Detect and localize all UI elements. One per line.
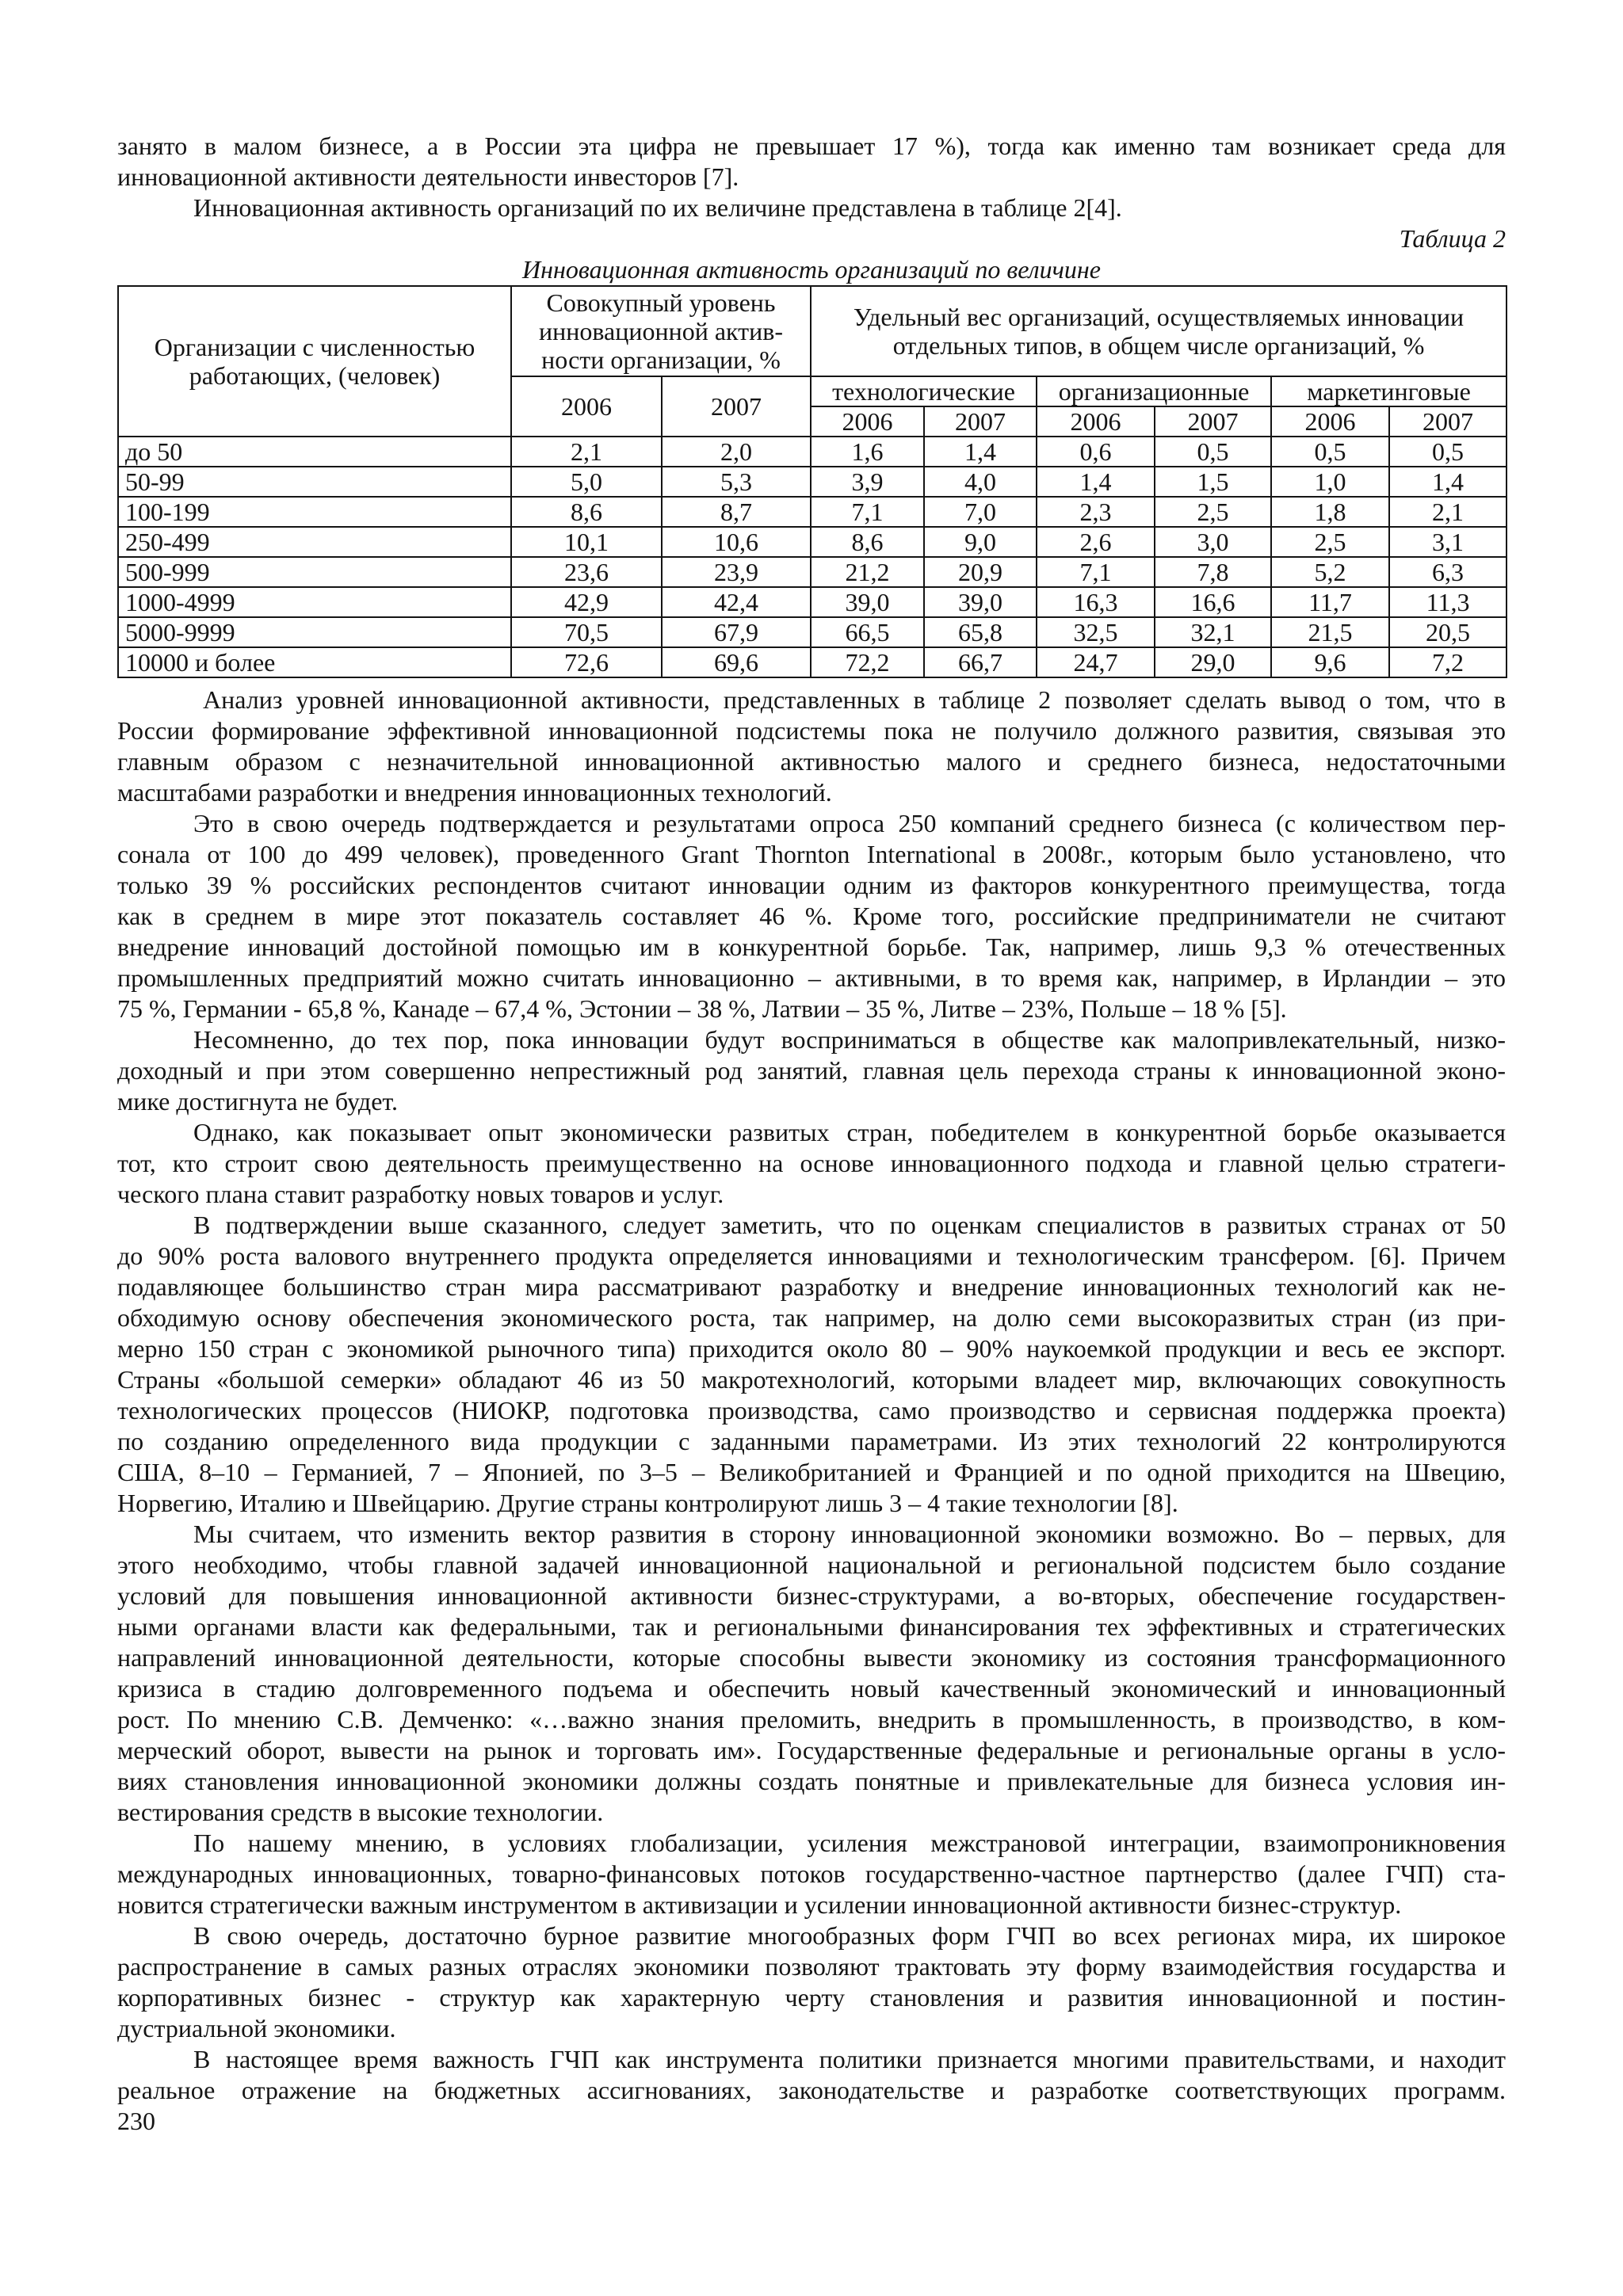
table-row [118,527,1507,557]
table-cell: 2,5 [1155,497,1271,527]
table-cell: 0,5 [1389,437,1507,467]
text-line: рост. По мнению С.В. Демченко: «…важно знания преломить, внедрить в промышленность, в производство, в ком- [117,1705,1506,1733]
table-cell: 20,9 [924,557,1037,587]
table-cell: 32,5 [1037,617,1155,647]
row-label: до 50 [118,437,511,467]
header-line: Организации с численностью [154,333,475,361]
table-cell: 4,0 [924,467,1037,497]
table-label: Таблица 2 [1399,224,1506,253]
table-cell: 32,1 [1155,617,1271,647]
paragraph [117,1210,1506,1519]
text-line: тот, кто строит свою деятельность преимущественно на основе инновационного подхода и главной целью стратеги- [117,1149,1506,1177]
paragraph [117,1828,1506,1920]
text-line: мерно 150 стран с экономикой рыночного типа) приходится около 80 – 90% наукоемкой продукции и весь ее экспорт. [117,1334,1506,1363]
header-line: Удельный вес организаций, осуществляемых инновации [853,303,1465,331]
year-header: 2007 [1389,406,1507,437]
text-line: ными органами власти как федеральными, так и региональными финансирования тех эффективных и стратегических [117,1612,1506,1641]
text-line: доходный и при этом совершенно непрестижный род занятий, главная цель перехода страны к инновационной эконо- [117,1056,1506,1085]
header-line: Совокупный уровень [546,288,776,317]
text-line: как в среднем в мире этот показатель составляет 46 %. Кроме того, российские предприниматели не считают [117,902,1506,930]
year-header: 2006 [1037,406,1155,437]
table-cell: 9,0 [924,527,1037,557]
table-cell: 29,0 [1155,647,1271,677]
text-line: по созданию определенного вида продукции с заданными параметрами. Из этих технологий 22 контролируются [117,1427,1506,1455]
table-row [118,467,1507,497]
table-cell: 23,6 [511,557,662,587]
text-line: вестирования средств в высокие технологии. [117,1798,604,1826]
row-label: 10000 и более [118,647,511,677]
type-header-technological: технологические [811,376,1037,406]
table-cell: 72,2 [811,647,924,677]
text-line: Однако, как показывает опыт экономически развитых стран, победителем в конкурентной борьбе оказывается [193,1118,1506,1146]
text-line: Норвегию, Италию и Швейцарию. Другие страны контролируют лишь 3 – 4 такие технологии [8]. [117,1489,1178,1517]
header-line: отдельных типов, в общем числе организаций, % [892,331,1425,360]
table-cell: 1,6 [811,437,924,467]
text-line: направлений инновационной деятельности, которые способны вывести экономику из состояния трансформационного [117,1643,1506,1672]
table-cell: 3,0 [1155,527,1271,557]
text-line: Страны «большой семерки» обладают 46 из 50 макротехнологий, которыми владеет мир, включающих совокупность [117,1365,1506,1394]
table-cell: 21,2 [811,557,924,587]
table-cell: 2,6 [1037,527,1155,557]
table-cell: 2,5 [1271,527,1389,557]
table-cell: 1,0 [1271,467,1389,497]
table-cell: 42,4 [662,587,811,617]
table-cell: 0,6 [1037,437,1155,467]
text-line: инновационной активности деятельности инвесторов [7]. [117,162,739,191]
table-cell: 42,9 [511,587,662,617]
table-cell: 7,0 [924,497,1037,527]
table-row [118,617,1507,647]
header-line: ности организации, % [541,345,781,374]
paragraph [117,1519,1506,1828]
innovation-activity-table [117,285,1507,678]
paragraph [117,1024,1506,1117]
text-line: сонала от 100 до 499 человек), проведенного Grant Thornton International в 2008г., которым было установлено, что [117,840,1506,868]
text-line: виях становления инновационной экономики должны создать понятные и привлекательные для бизнеса условия ин- [117,1767,1506,1795]
paragraph [117,1117,1506,1210]
text-line: промышленных предприятий можно считать инновационно – активными, в то время как, например, в Ирландии – это [117,963,1506,992]
table-cell: 72,6 [511,647,662,677]
text-line: новится стратегически важным инструментом в активизации и усилении инновационной активности бизнес-структур. [117,1890,1402,1919]
text-line: Анализ уровней инновационной активности, представленных в таблице 2 позволяет сделать вывод о том, что в [203,685,1506,714]
body-text [117,685,1506,2106]
table-cell: 0,5 [1155,437,1271,467]
table-cell: 66,5 [811,617,924,647]
table-cell: 66,7 [924,647,1037,677]
table-cell: 1,4 [924,437,1037,467]
table-cell: 7,8 [1155,557,1271,587]
table-cell: 1,8 [1271,497,1389,527]
table-header-row [118,286,1507,376]
row-label: 5000-9999 [118,617,511,647]
table-row [118,497,1507,527]
text-line: Несомненно, до тех пор, пока инновации будут восприниматься в обществе как малопривлекательный, низко- [193,1025,1506,1054]
text-line: России формирование эффективной инновационной подсистемы пока не получило должного развития, связывая это [117,716,1506,745]
text-line: главным образом с незначительной инновационной активностью малого и среднего бизнеса, недостаточными [117,747,1506,776]
text-line: этого необходимо, чтобы главной задачей инновационной национальной и региональной подсистем было создание [117,1550,1506,1579]
text-line: Это в свою очередь подтверждается и результатами опроса 250 компаний среднего бизнеса (с количеством пер- [193,809,1506,837]
text-line: Мы считаем, что изменить вектор развития в сторону инновационной экономики возможно. Во – первых, для [193,1520,1506,1548]
table-cell: 1,5 [1155,467,1271,497]
text-line: корпоративных бизнес - структур как характерную черту становления и развития инновационной и постин- [117,1983,1506,2012]
year-header: 2006 [811,406,924,437]
year-header: 2007 [1155,406,1271,437]
table-cell: 11,3 [1389,587,1507,617]
table-cell: 39,0 [811,587,924,617]
table-cell: 3,9 [811,467,924,497]
text-line: технологических процессов (НИОКР, подготовка производства, само производство и сервисная поддержка проекта) [117,1396,1506,1425]
table-cell: 7,2 [1389,647,1507,677]
text-line: обходимую основу обеспечения экономического роста, так например, на долю семи высокоразвитых стран (из при- [117,1303,1506,1332]
table-cell: 5,0 [511,467,662,497]
table-cell: 69,6 [662,647,811,677]
text-line: только 39 % российских респондентов считают инновации одним из факторов конкурентного преимущества, тогда [117,871,1506,899]
text-line: подавляющее большинство стран мира рассматривают разработку и внедрение инновационных технологий как не- [117,1272,1506,1301]
table-cell: 8,7 [662,497,811,527]
text-line: мерческий оборот, вывести на рынок и торговать им». Государственные федеральные и региональные органы в усло- [117,1736,1506,1764]
table-cell: 1,4 [1037,467,1155,497]
paragraph [117,685,1506,808]
paragraph [117,193,1506,223]
text-line: 75 %, Германии - 65,8 %, Канаде – 67,4 %, Эстонии – 38 %, Латвии – 35 %, Литве – 23%, Польше – 18 % [5]. [117,994,1287,1023]
table-cell: 10,1 [511,527,662,557]
table-cell: 6,3 [1389,557,1507,587]
table-cell: 3,1 [1389,527,1507,557]
table-row [118,647,1507,677]
year-header: 2007 [662,376,811,437]
text-line: ческого плана ставит разработку новых товаров и услуг. [117,1180,724,1208]
table-title: Инновационная активность организаций по величине [522,255,1101,284]
page-number: 230 [117,2107,155,2135]
table-cell: 2,1 [1389,497,1507,527]
year-header: 2006 [1271,406,1389,437]
paragraph [117,2044,1506,2106]
org-size-header [118,286,511,437]
share-header [811,286,1507,376]
table-cell: 67,9 [662,617,811,647]
year-header: 2007 [924,406,1037,437]
table-cell: 24,7 [1037,647,1155,677]
paragraph [117,808,1506,1024]
table-cell: 16,6 [1155,587,1271,617]
year-header: 2006 [511,376,662,437]
text-line: мике достигнута не будет. [117,1087,398,1116]
table-cell: 20,5 [1389,617,1507,647]
table-cell: 21,5 [1271,617,1389,647]
text-line: В подтверждении выше сказанного, следует заметить, что по оценкам специалистов в развитых странах от 50 [193,1211,1506,1239]
table-cell: 70,5 [511,617,662,647]
row-label: 500-999 [118,557,511,587]
table-cell: 7,1 [1037,557,1155,587]
table-cell: 8,6 [511,497,662,527]
table-cell: 5,3 [662,467,811,497]
table-cell: 23,9 [662,557,811,587]
table-cell: 8,6 [811,527,924,557]
text-line: занято в малом бизнесе, а в России эта цифра не превышает 17 %), тогда как именно там возникает среда для [117,132,1506,160]
table-cell: 5,2 [1271,557,1389,587]
type-header-marketing: маркетинговые [1271,376,1507,406]
table-cell: 7,1 [811,497,924,527]
row-label: 250-499 [118,527,511,557]
text-line: В настоящее время важность ГЧП как инструмента политики признается многими правительствами, и находит [193,2045,1506,2073]
table-cell: 11,7 [1271,587,1389,617]
header-line: инновационной актив- [538,317,784,345]
table-cell: 16,3 [1037,587,1155,617]
text-line: масштабами разработки и внедрения инновационных технологий. [117,778,832,807]
text-line: Инновационная активность организаций по их величине представлена в таблице 2[4]. [193,193,1122,222]
table-cell: 1,4 [1389,467,1507,497]
text-line: реальное отражение на бюджетных ассигнованиях, законодательстве и разработке соответствующих программ. [117,2076,1506,2104]
text-line: внедрение инноваций достойной помощью им в конкурентной борьбе. Так, например, лишь 9,3 % отечественных [117,933,1506,961]
row-label: 1000-4999 [118,587,511,617]
text-line: США, 8–10 – Германией, 7 – Японией, по 3–5 – Великобританией и Францией и по одной приходится на Швецию, [117,1458,1506,1486]
row-label: 50-99 [118,467,511,497]
table-row [118,557,1507,587]
table-cell: 39,0 [924,587,1037,617]
table-row [118,587,1507,617]
text-line: условий для повышения инновационной активности бизнес-структурами, а во-вторых, обеспечение государствен- [117,1581,1506,1610]
table-cell: 65,8 [924,617,1037,647]
text-line: кризиса в стадию долговременного подъема и обеспечить новый качественный экономический и инновационный [117,1674,1506,1703]
table-cell: 2,1 [511,437,662,467]
type-header-organizational: организационные [1037,376,1271,406]
header-line: работающих, (человек) [189,361,441,390]
text-line: По нашему мнению, в условиях глобализации, усиления межстрановой интеграции, взаимопроникновения [193,1829,1506,1857]
text-line: до 90% роста валового внутреннего продукта определяется инновациями и технологическим трансфером. [6]. Причем [117,1241,1506,1270]
table-cell: 10,6 [662,527,811,557]
table-cell: 2,0 [662,437,811,467]
text-line: международных инновационных, товарно-финансовых потоков государственно-частное партнерство (далее ГЧП) ста- [117,1859,1506,1888]
row-label: 100-199 [118,497,511,527]
table-cell: 2,3 [1037,497,1155,527]
table-cell: 9,6 [1271,647,1389,677]
paragraph [117,1920,1506,2044]
text-line: дустриальной экономики. [117,2014,396,2042]
table-row [118,437,1507,467]
text-line: распространение в самых разных отраслях экономики позволяют трактовать эту форму взаимодействия государства и [117,1952,1506,1981]
total-level-header [511,286,811,376]
text-line: В свою очередь, достаточно бурное развитие многообразных форм ГЧП во всех регионах мира, их широкое [193,1921,1506,1950]
table-cell: 0,5 [1271,437,1389,467]
paragraph [117,131,1506,193]
